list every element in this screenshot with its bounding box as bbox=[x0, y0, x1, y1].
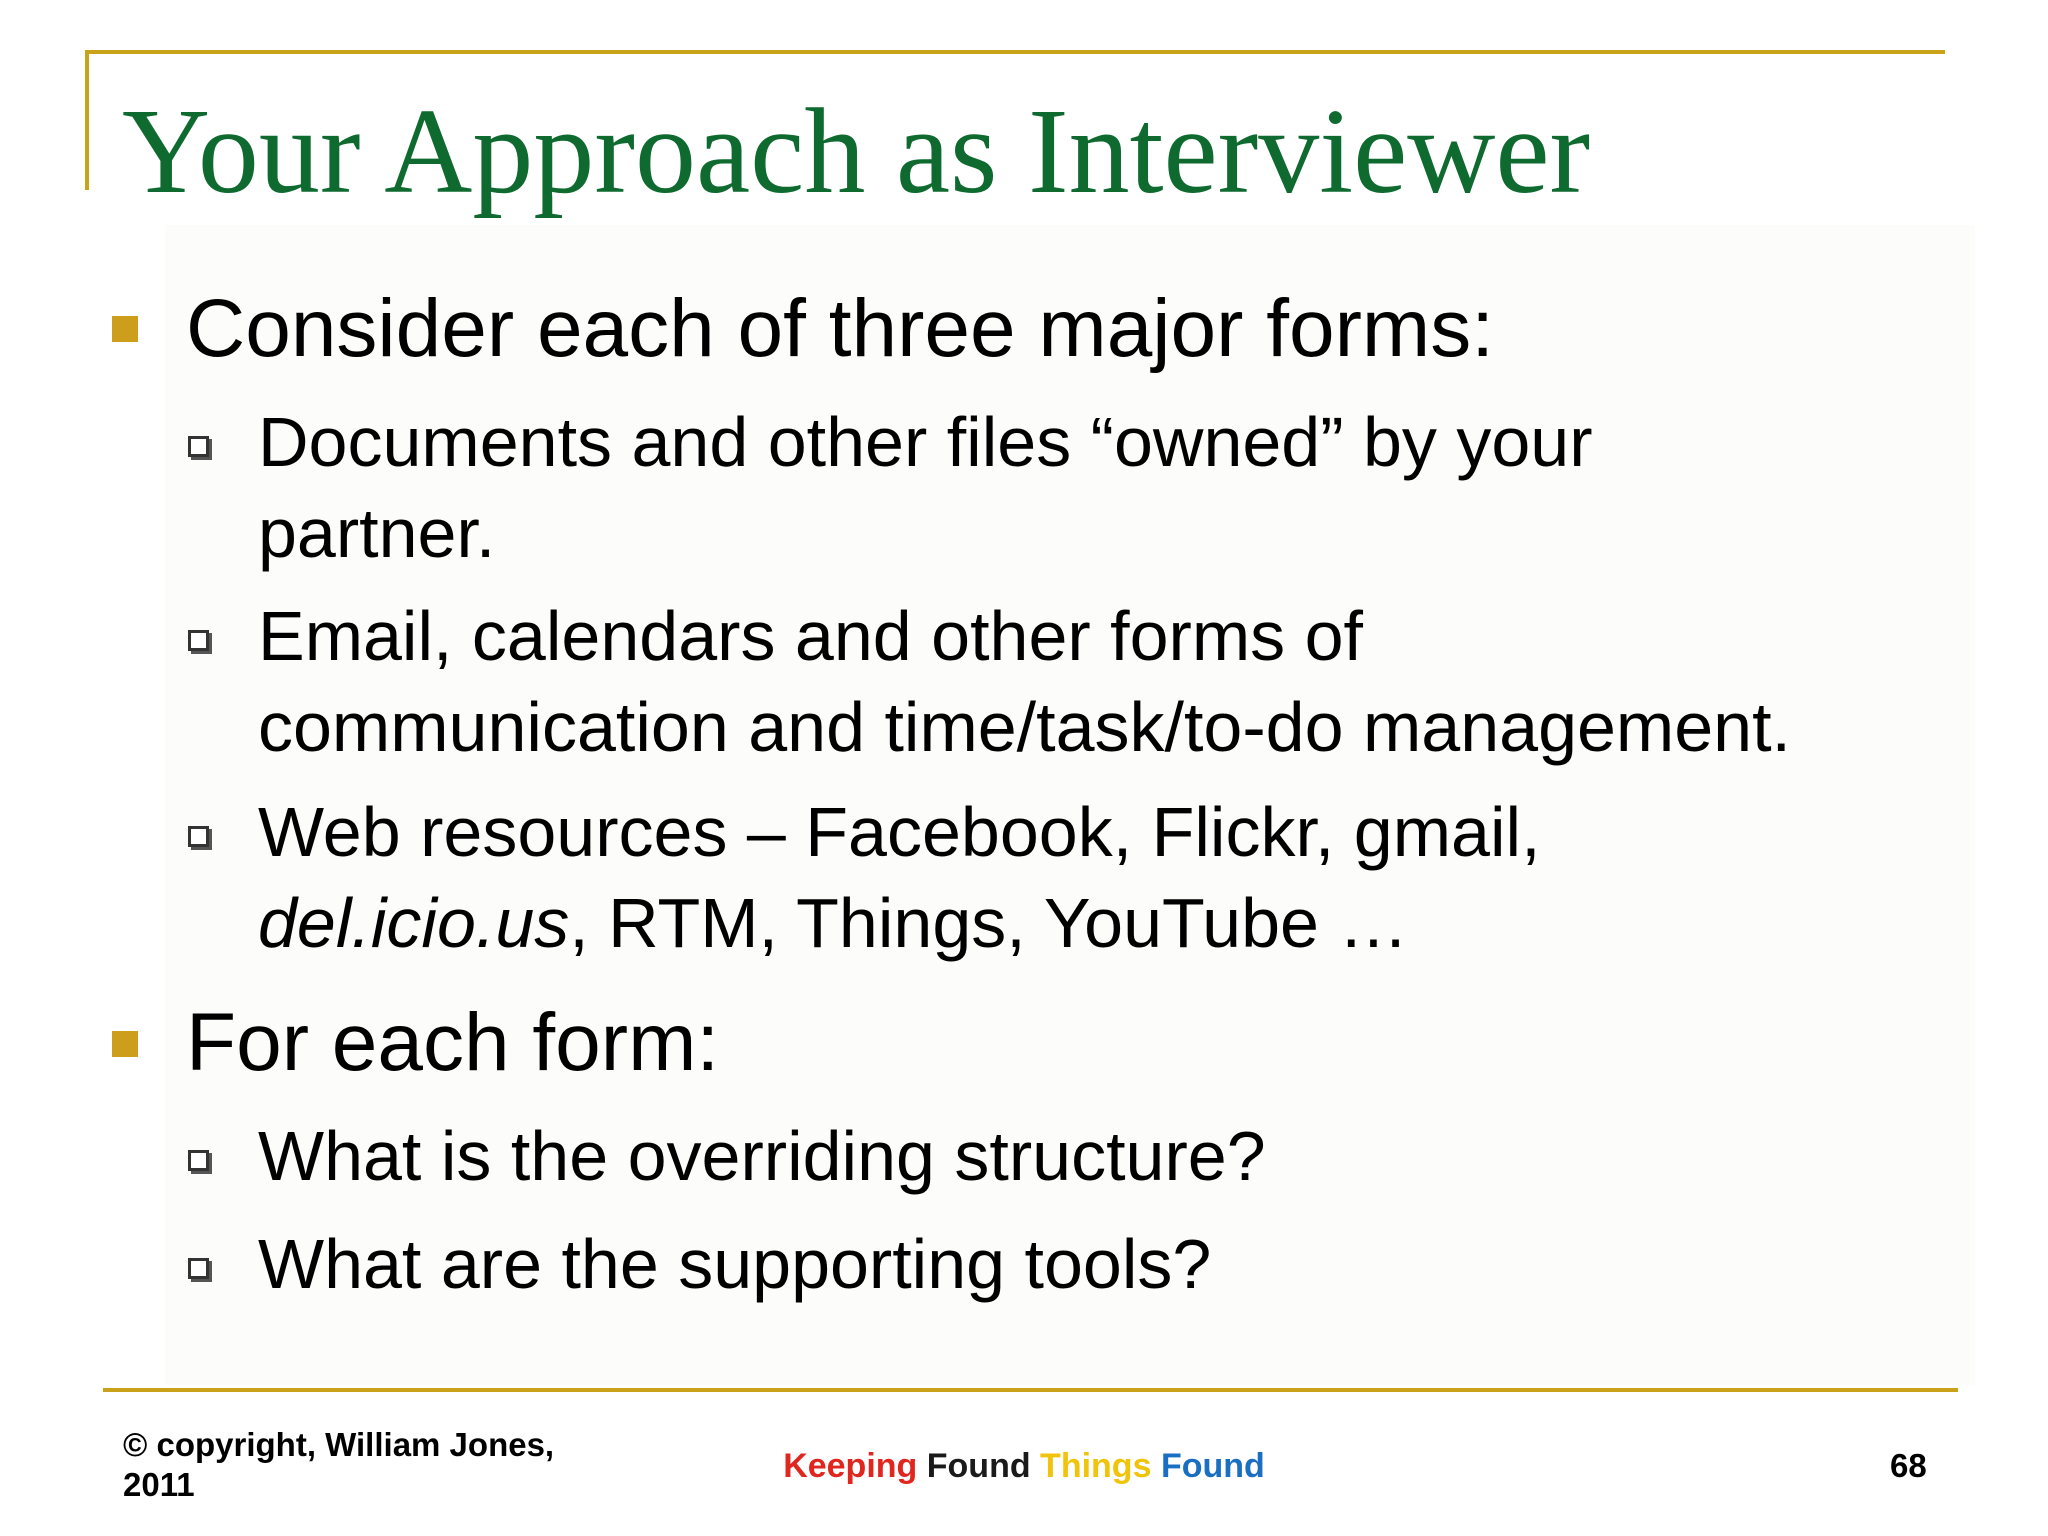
bullet-consider-forms: Consider each of three major forms: bbox=[186, 283, 1494, 374]
brand-word: Things bbox=[1030, 1447, 1152, 1485]
subitem-line: partner. bbox=[258, 494, 496, 572]
italic-text-run: del.icio.us bbox=[258, 884, 570, 962]
checkbox-bullet-icon bbox=[188, 630, 209, 651]
subitem-overriding-structure bbox=[258, 1111, 1266, 1202]
text-run: Web resources – Facebook, Flickr, gmail, bbox=[258, 793, 1541, 871]
text-run: , RTM, Things, YouTube … bbox=[569, 884, 1409, 962]
brand-word: Found bbox=[917, 1447, 1031, 1485]
brand-word: Found bbox=[1151, 1447, 1265, 1485]
page-number: 68 bbox=[1890, 1447, 1927, 1484]
square-bullet-icon bbox=[112, 316, 138, 342]
subitem-line: What is the overriding structure? bbox=[258, 1117, 1266, 1195]
subitem-line: Documents and other files “owned” by your bbox=[258, 403, 1593, 481]
checkbox-bullet-icon bbox=[188, 1150, 209, 1171]
brand-word: Keeping bbox=[783, 1447, 918, 1485]
subitem-email-calendars bbox=[258, 591, 1791, 773]
slide-title: Your Approach as Interviewer bbox=[122, 84, 1591, 219]
copyright-line: 2011 bbox=[123, 1466, 195, 1503]
subitem-supporting-tools bbox=[258, 1219, 1211, 1310]
checkbox-bullet-icon bbox=[188, 436, 209, 457]
checkbox-bullet-icon bbox=[188, 1258, 209, 1279]
bottom-rule bbox=[103, 1388, 1958, 1392]
footer-brand bbox=[0, 1446, 2048, 1486]
subitem-documents bbox=[258, 397, 1593, 579]
subitem-line bbox=[258, 787, 1541, 878]
subitem-line: Email, calendars and other forms of bbox=[258, 597, 1363, 675]
subitem-line: communication and time/task/to-do management. bbox=[258, 688, 1791, 766]
subitem-web-resources bbox=[258, 787, 1541, 969]
left-rule bbox=[85, 50, 89, 190]
subitem-line: What are the supporting tools? bbox=[258, 1225, 1212, 1303]
square-bullet-icon bbox=[112, 1031, 138, 1057]
top-rule bbox=[85, 50, 1945, 54]
subitem-line bbox=[258, 878, 1541, 969]
checkbox-bullet-icon bbox=[188, 826, 209, 847]
copyright-line: © copyright, William Jones, bbox=[123, 1426, 555, 1463]
bullet-for-each-form: For each form: bbox=[186, 997, 720, 1088]
